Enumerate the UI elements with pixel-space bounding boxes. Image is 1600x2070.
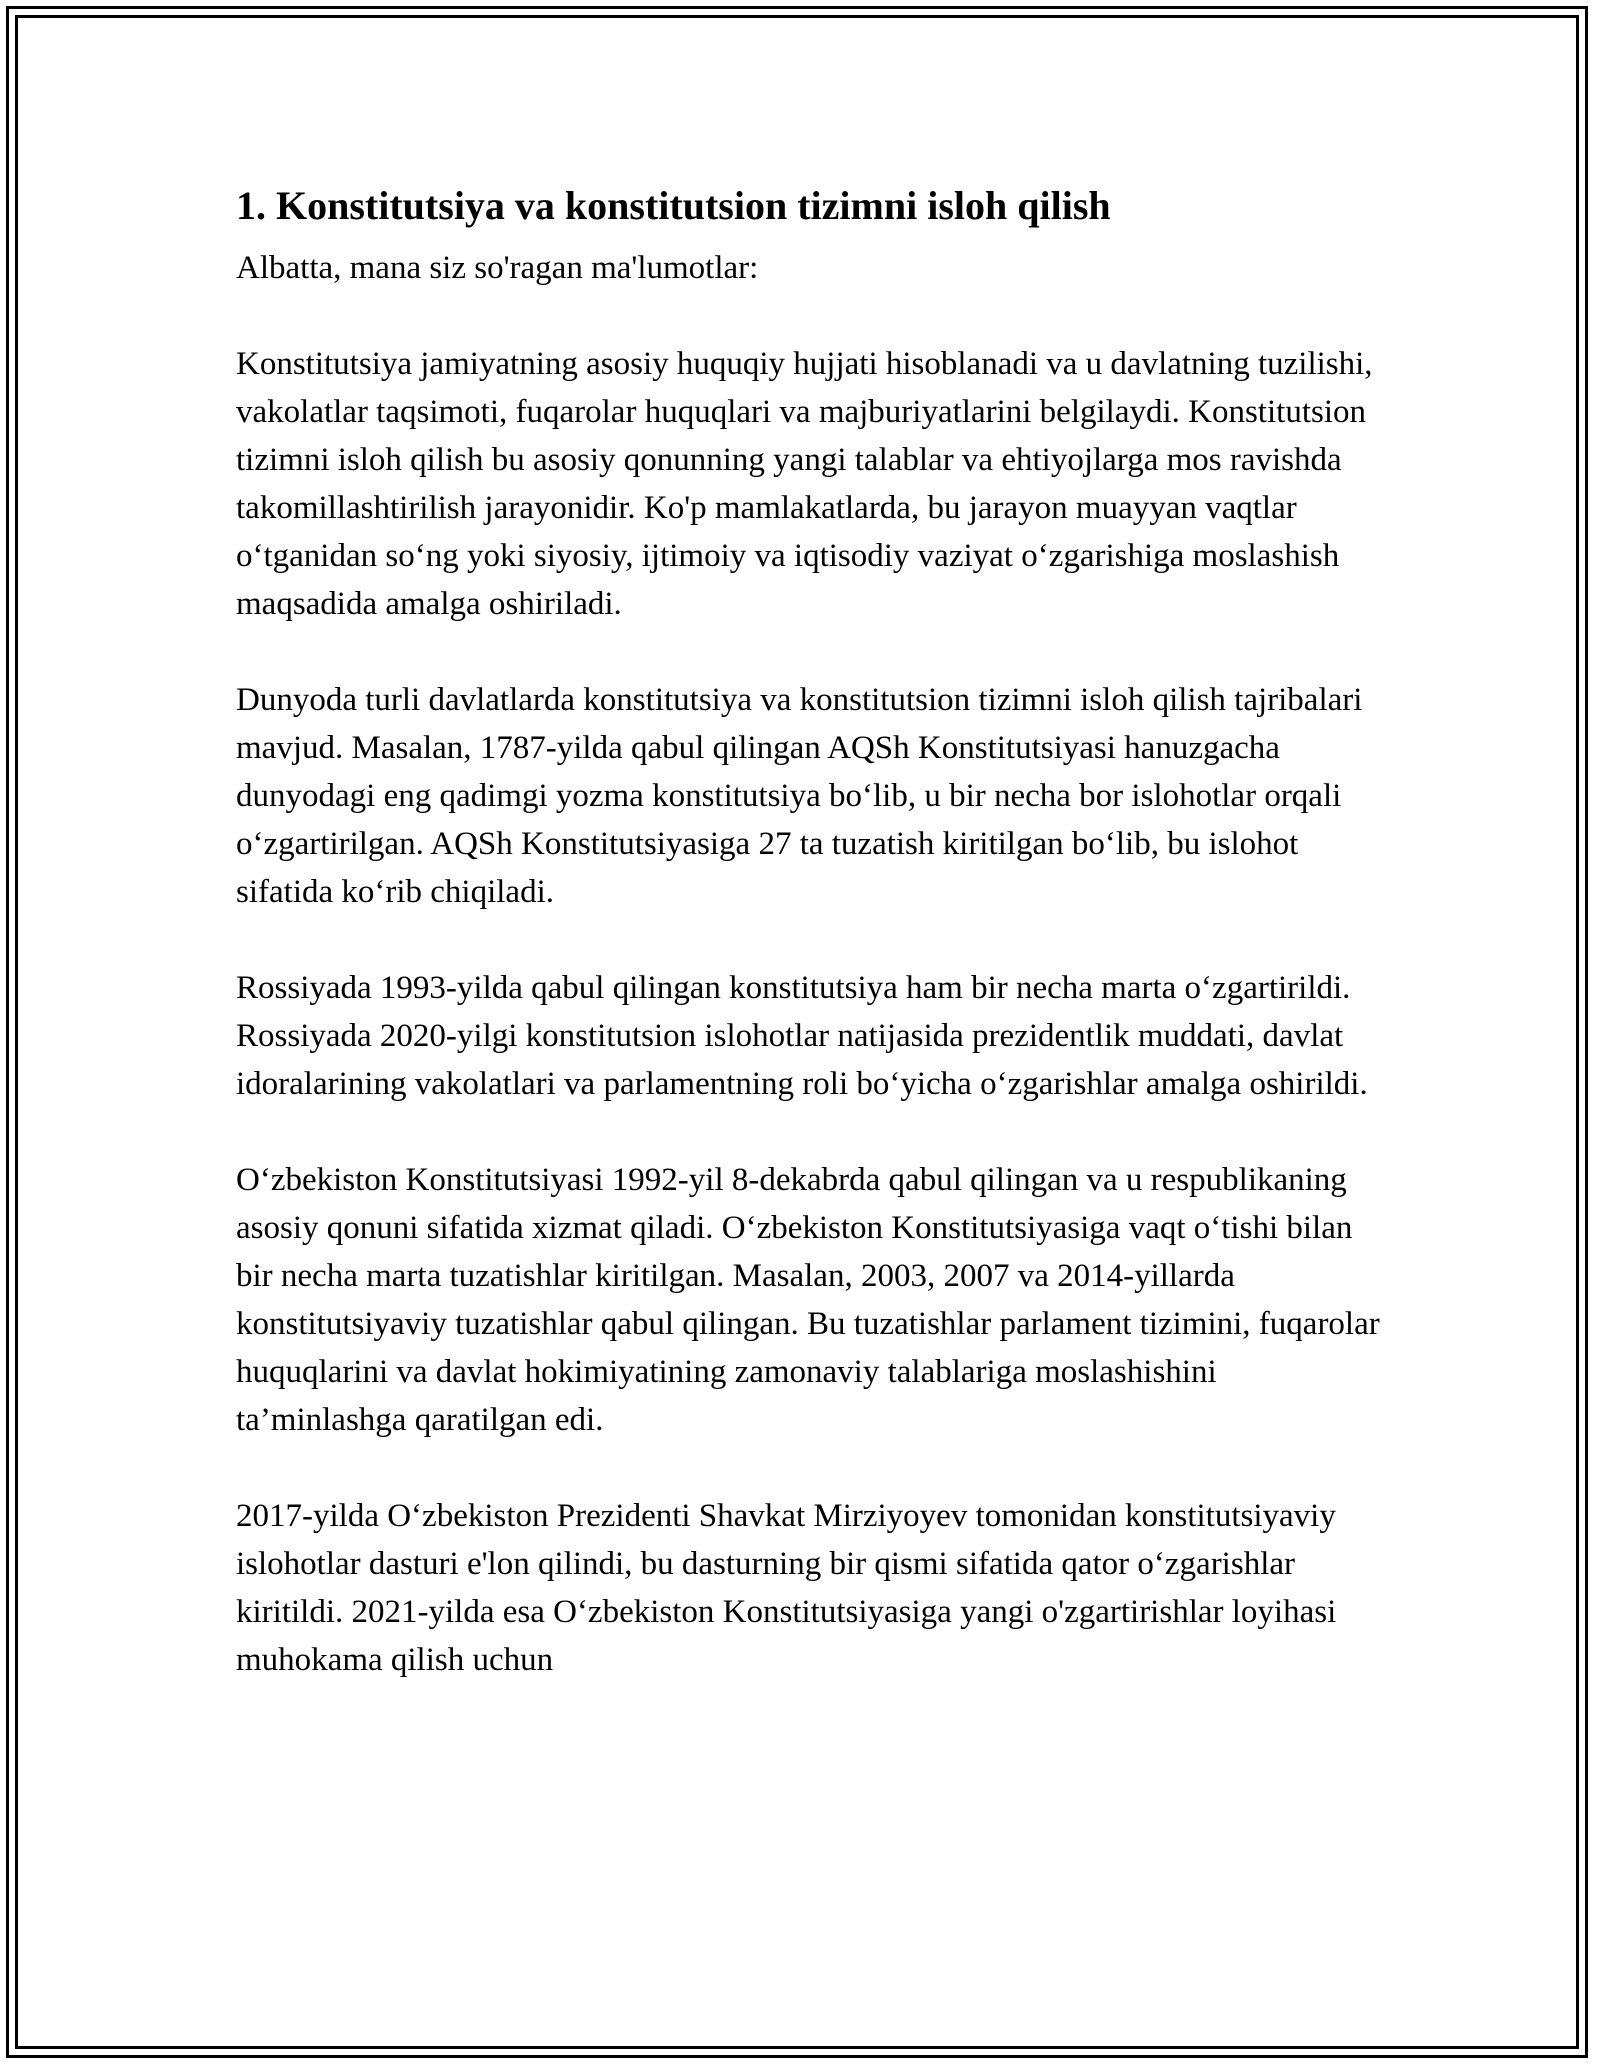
paragraph-3: Rossiyada 1993-yilda qabul qilingan konstitutsiya ham bir necha marta o‘zgartirildi. Rossiyada 2020-yilgi konstitutsion islohotlar natijasida prezidentlik muddati, davlat idoralarining vakolatlari va parlamentning roli bo‘yicha o‘zgarishlar amalga oshirildi. xyxy=(236,970,1368,1102)
paragraph-5: 2017-yilda O‘zbekiston Prezidenti Shavkat Mirziyoyev tomonidan konstitutsiyaviy islohotlar dasturi e'lon qilindi, bu dasturning bir qismi sifatida qator o‘zgarishlar kiritildi. 2021-yilda esa O‘zbekiston Konstitutsiyasiga yangi o'zgartirishlar loyihasi muhokama qilish uchun xyxy=(236,1498,1337,1678)
paragraph-4: O‘zbekiston Konstitutsiyasi 1992-yil 8-dekabrda qabul qilingan va u respublikaning asosiy qonuni sifatida xizmat qiladi. O‘zbekiston Konstitutsiyasiga vaqt o‘tishi bilan bir necha marta tuzatishlar kiritilgan. Masalan, 2003, 2007 va 2014-yillarda konstitutsiyaviy tuzatishlar qabul qilingan. Bu tuzatishlar parlament tizimini, fuqarolar huquqlarini va davlat hokimiyatining zamonaviy talablariga moslashishini ta’minlashga qaratilgan edi. xyxy=(236,1162,1380,1438)
intro-line: Albatta, mana siz so'ragan ma'lumotlar: xyxy=(236,250,759,286)
section-heading: 1. Konstitutsiya va konstitutsion tizimni isloh qilish xyxy=(236,183,1111,228)
document-body xyxy=(236,182,1386,1732)
paragraph-2: Dunyoda turli davlatlarda konstitutsiya va konstitutsion tizimni isloh qilish tajribalari mavjud. Masalan, 1787-yilda qabul qilingan AQSh Konstitutsiyasi hanuzgacha dunyodagi eng qadimgi yozma konstitutsiya bo‘lib, u bir necha bor islohotlar orqali o‘zgartirilgan. AQSh Konstitutsiyasiga 27 ta tuzatish kiritilgan bo‘lib, bu islohot sifatida ko‘rib chiqiladi. xyxy=(236,682,1363,910)
paragraph-1: Konstitutsiya jamiyatning asosiy huquqiy hujjati hisoblanadi va u davlatning tuzilishi, vakolatlar taqsimoti, fuqarolar huquqlari va majburiyatlarini belgilaydi. Konstitutsion tizimni isloh qilish bu asosiy qonunning yangi talablar va ehtiyojlarga mos ravishda takomillashtirilish jarayonidir. Ko'p mamlakatlarda, bu jarayon muayyan vaqtlar o‘tganidan so‘ng yoki siyosiy, ijtimoiy va iqtisodiy vaziyat o‘zgarishiga moslashish maqsadida amalga oshiriladi. xyxy=(236,346,1373,622)
